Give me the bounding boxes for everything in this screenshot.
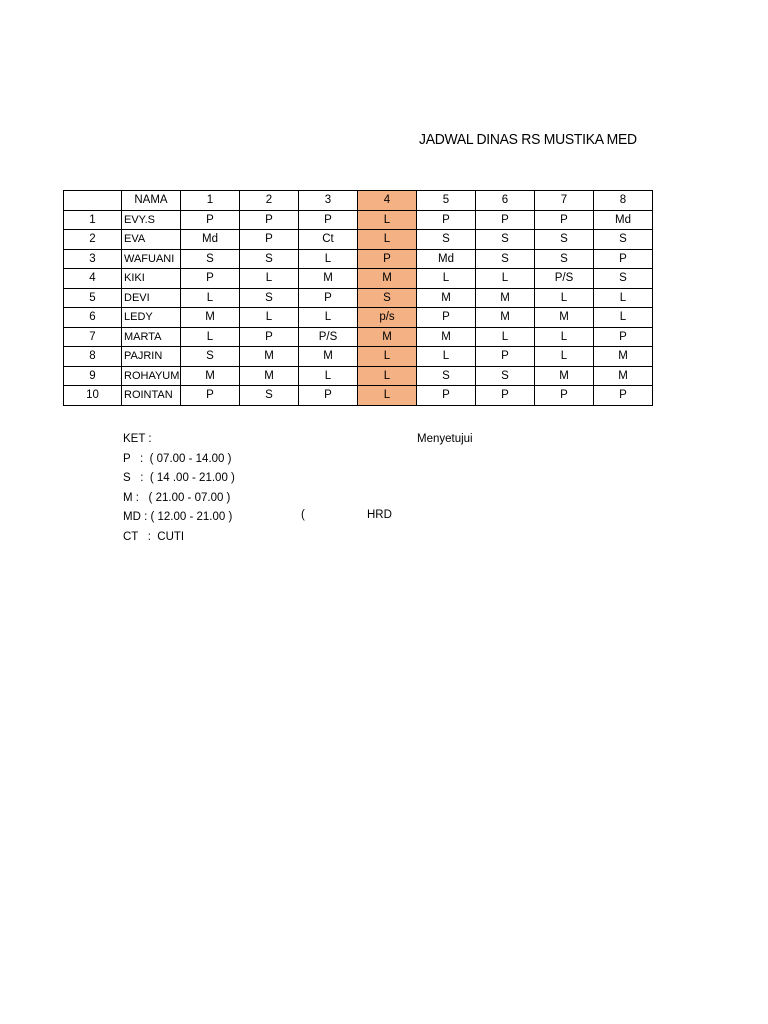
shift-cell: Md (417, 249, 476, 269)
shift-cell: L (358, 347, 417, 367)
shift-cell: L (299, 366, 358, 386)
legend-item: MD : ( 12.00 - 21.00 ) (123, 511, 233, 524)
table-row (64, 210, 653, 230)
shift-cell: P (476, 347, 535, 367)
shift-cell: L (535, 347, 594, 367)
row-number-cell: 6 (64, 308, 122, 328)
shift-cell: Md (181, 230, 240, 250)
shift-cell: P (240, 327, 299, 347)
shift-cell: P/S (299, 327, 358, 347)
shift-cell: M (299, 269, 358, 289)
header-day-cell: 1 (181, 191, 240, 211)
shift-cell: P (181, 210, 240, 230)
table-row (64, 327, 653, 347)
shift-cell: P (240, 210, 299, 230)
table-row (64, 386, 653, 406)
shift-cell: S (240, 288, 299, 308)
shift-cell: S (240, 386, 299, 406)
table-row (64, 230, 653, 250)
shift-cell: L (358, 210, 417, 230)
row-number-cell: 7 (64, 327, 122, 347)
shift-cell: L (181, 327, 240, 347)
shift-cell: M (358, 269, 417, 289)
row-number-cell: 8 (64, 347, 122, 367)
shift-cell: M (417, 327, 476, 347)
shift-cell: L (299, 308, 358, 328)
shift-cell: P (535, 210, 594, 230)
table-row (64, 308, 653, 328)
shift-cell: S (476, 230, 535, 250)
legend-item: CT : CUTI (123, 530, 185, 543)
shift-cell: S (594, 269, 653, 289)
shift-cell: M (240, 366, 299, 386)
shift-cell: L (417, 269, 476, 289)
staff-name-cell: PAJRIN (122, 347, 181, 367)
row-number-cell: 10 (64, 386, 122, 406)
shift-cell: M (476, 288, 535, 308)
schedule-body (64, 191, 653, 406)
shift-cell: P (299, 386, 358, 406)
shift-cell: p/s (358, 308, 417, 328)
row-number-cell: 5 (64, 288, 122, 308)
staff-name-cell: DEVI (122, 288, 181, 308)
schedule-table (63, 190, 653, 406)
table-row (64, 366, 653, 386)
legend-heading: KET : (123, 433, 152, 445)
shift-cell: M (358, 327, 417, 347)
shift-cell: M (476, 308, 535, 328)
shift-cell: L (535, 288, 594, 308)
shift-cell: S (417, 230, 476, 250)
shift-cell: L (358, 230, 417, 250)
shift-cell: P (181, 269, 240, 289)
shift-cell: L (240, 308, 299, 328)
shift-cell: L (240, 269, 299, 289)
header-day-cell: 6 (476, 191, 535, 211)
shift-cell: P (417, 308, 476, 328)
staff-name-cell: ROINTAN (122, 386, 181, 406)
table-row (64, 269, 653, 289)
row-number-cell: 4 (64, 269, 122, 289)
shift-cell: P (299, 288, 358, 308)
shift-cell: P (594, 386, 653, 406)
header-day-cell: 7 (535, 191, 594, 211)
staff-name-cell: KIKI (122, 269, 181, 289)
shift-cell: S (535, 230, 594, 250)
staff-name-cell: MARTA (122, 327, 181, 347)
shift-cell: S (358, 288, 417, 308)
shift-cell: L (358, 366, 417, 386)
signature-open-paren: ( (301, 509, 305, 521)
shift-cell: P (594, 327, 653, 347)
shift-cell: P (535, 386, 594, 406)
shift-cell: P (417, 210, 476, 230)
shift-cell: S (535, 249, 594, 269)
row-number-cell: 9 (64, 366, 122, 386)
staff-name-cell: WAFUANI (122, 249, 181, 269)
header-name-cell: NAMA (122, 191, 181, 211)
shift-cell: S (181, 347, 240, 367)
shift-cell: P (299, 210, 358, 230)
staff-name-cell: ROHAYUM (122, 366, 181, 386)
row-number-cell: 3 (64, 249, 122, 269)
shift-cell: M (181, 366, 240, 386)
shift-cell: P (476, 210, 535, 230)
shift-cell: L (594, 288, 653, 308)
staff-name-cell: EVA (122, 230, 181, 250)
header-day-cell: 4 (358, 191, 417, 211)
header-day-cell: 3 (299, 191, 358, 211)
shift-cell: M (535, 366, 594, 386)
shift-cell: P (476, 386, 535, 406)
shift-cell: S (240, 249, 299, 269)
shift-cell: P (358, 249, 417, 269)
shift-cell: L (358, 386, 417, 406)
shift-cell: L (476, 327, 535, 347)
legend-item: M : ( 21.00 - 07.00 ) (123, 491, 231, 504)
shift-cell: M (594, 366, 653, 386)
shift-cell: M (417, 288, 476, 308)
header-day-cell: 2 (240, 191, 299, 211)
shift-cell: P (240, 230, 299, 250)
staff-name-cell: EVY.S (122, 210, 181, 230)
shift-cell: Md (594, 210, 653, 230)
table-row (64, 249, 653, 269)
shift-cell: S (476, 249, 535, 269)
shift-cell: P/S (535, 269, 594, 289)
approval-label: Menyetujui (417, 433, 473, 445)
signature-hrd: HRD (367, 509, 392, 521)
legend-item: P : ( 07.00 - 14.00 ) (123, 452, 232, 465)
shift-cell: Ct (299, 230, 358, 250)
header-row (64, 191, 653, 211)
header-day-cell: 8 (594, 191, 653, 211)
shift-cell: M (535, 308, 594, 328)
table-row (64, 288, 653, 308)
shift-cell: P (181, 386, 240, 406)
shift-cell: S (181, 249, 240, 269)
shift-cell: P (417, 386, 476, 406)
row-number-cell: 2 (64, 230, 122, 250)
header-no-cell (64, 191, 122, 211)
legend (123, 430, 235, 548)
staff-name-cell: LEDY (122, 308, 181, 328)
legend-item: S : ( 14 .00 - 21.00 ) (123, 472, 235, 485)
table-row (64, 347, 653, 367)
shift-cell: M (594, 347, 653, 367)
shift-cell: L (181, 288, 240, 308)
shift-cell: L (594, 308, 653, 328)
shift-cell: S (417, 366, 476, 386)
shift-cell: S (476, 366, 535, 386)
document-title: JADWAL DINAS RS MUSTIKA MED (419, 131, 637, 148)
shift-cell: S (594, 230, 653, 250)
shift-cell: L (476, 269, 535, 289)
shift-cell: L (299, 249, 358, 269)
shift-cell: L (417, 347, 476, 367)
shift-cell: L (535, 327, 594, 347)
shift-cell: P (594, 249, 653, 269)
shift-cell: M (181, 308, 240, 328)
shift-cell: M (240, 347, 299, 367)
header-day-cell: 5 (417, 191, 476, 211)
row-number-cell: 1 (64, 210, 122, 230)
shift-cell: M (299, 347, 358, 367)
